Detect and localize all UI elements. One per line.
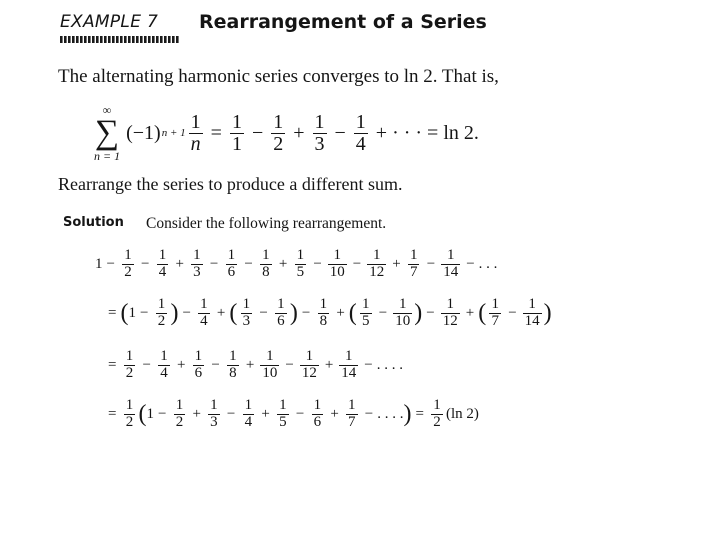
right-paren: ) <box>289 300 298 327</box>
fraction-numerator: 1 <box>319 296 328 312</box>
minus-sign: − <box>295 405 305 422</box>
minus-sign: − <box>508 304 517 321</box>
term <box>122 349 136 382</box>
fraction-numerator: 1 <box>362 296 370 312</box>
sign-base: (−1) <box>126 121 161 144</box>
minus-sign: − <box>157 405 167 422</box>
term <box>241 398 255 431</box>
fraction-numerator: 1 <box>124 247 132 263</box>
fraction-denominator: 4 <box>200 312 208 329</box>
equals-sign: = <box>415 405 424 422</box>
fraction-numerator: 1 <box>345 348 353 364</box>
fraction-numerator: 1 <box>399 296 407 312</box>
minus-sign: − <box>259 304 268 321</box>
fraction-numerator: 1 <box>333 247 342 263</box>
plus-sign: + <box>330 405 339 422</box>
equals-sign: = <box>108 304 117 321</box>
fraction-denominator: 6 <box>194 364 203 381</box>
rearranged-series-row-3 <box>108 349 403 382</box>
minus-sign: − <box>209 255 219 272</box>
minus-sign: − <box>313 255 322 272</box>
fraction-denominator: 10 <box>395 312 411 329</box>
fraction-denominator: 14 <box>524 312 540 329</box>
plus-sign: + <box>176 356 186 373</box>
ellipsis: . . . <box>478 255 498 272</box>
fraction-denominator: 2 <box>125 364 134 381</box>
fraction-numerator: 1 <box>210 397 218 413</box>
fraction-numerator: 1 <box>262 247 270 263</box>
sign-exponent: n + 1 <box>161 127 186 139</box>
sigma-symbol: ∑ <box>94 114 120 151</box>
right-paren: ) <box>414 300 423 327</box>
minus-sign: − <box>426 255 436 272</box>
term <box>154 297 168 330</box>
term <box>155 248 169 281</box>
sum-lower-limit: n = 1 <box>94 149 121 163</box>
fraction-denominator: 14 <box>443 263 459 280</box>
fraction-denominator: 12 <box>369 263 385 280</box>
left-paren: ( <box>478 300 487 327</box>
term <box>157 349 171 382</box>
fraction-denominator: 3 <box>242 312 251 329</box>
plus-sign: + <box>192 405 201 422</box>
fraction-numerator: 1 <box>160 348 168 364</box>
fraction-numerator: 1 <box>296 247 305 263</box>
fraction-denominator: 4 <box>160 364 168 381</box>
term <box>359 297 373 330</box>
minus-sign: − <box>244 255 253 272</box>
minus-sign: − <box>142 356 151 373</box>
fraction-numerator: 1 <box>313 397 322 413</box>
fraction-numerator: 1 <box>446 247 455 263</box>
term <box>260 349 279 382</box>
term <box>190 248 204 281</box>
right-paren: ) <box>170 300 179 327</box>
example-label: EXAMPLE 7 <box>60 12 159 32</box>
term <box>191 349 205 382</box>
fraction-denominator: 6 <box>277 312 285 329</box>
rearranged-series-row-1 <box>95 248 497 281</box>
left-paren: ( <box>138 401 147 428</box>
fraction-denominator: 2 <box>125 413 134 430</box>
fraction-denominator: 2 <box>175 413 184 430</box>
fraction-denominator: 8 <box>229 364 237 381</box>
fraction-numerator: 1 <box>491 296 499 312</box>
minus-sign: − <box>334 121 346 144</box>
minus-sign: − <box>364 356 373 373</box>
fraction-denominator: 3 <box>210 413 218 430</box>
term <box>523 297 542 330</box>
plus-sign: + <box>375 121 388 144</box>
term <box>270 112 286 155</box>
fraction-denominator: 8 <box>319 312 328 329</box>
summation <box>94 104 120 162</box>
fraction-numerator: 1 <box>277 296 285 312</box>
equals-sign: = <box>108 405 117 422</box>
fraction-numerator: 1 <box>200 296 208 312</box>
minus-sign: − <box>285 356 294 373</box>
left-paren: ( <box>348 300 357 327</box>
term <box>353 112 369 155</box>
fraction-denominator: 5 <box>362 312 370 329</box>
plus-sign: + <box>336 304 345 321</box>
term <box>224 248 238 281</box>
plus-sign: + <box>261 405 270 422</box>
fraction-numerator: 1 <box>125 348 134 364</box>
fraction-denominator: 10 <box>262 364 278 381</box>
series-sum: ln 2. <box>443 121 479 144</box>
minus-sign: − <box>426 304 435 321</box>
minus-sign: − <box>364 405 374 422</box>
term-one: 1 <box>146 405 154 422</box>
term <box>121 248 135 281</box>
fraction-denominator: 4 <box>244 413 253 430</box>
solution-text: Consider the following rearrangement. <box>146 215 387 232</box>
plus-sign: + <box>465 304 475 321</box>
fraction-denominator: 7 <box>491 312 499 329</box>
fraction-numerator: 1 <box>229 348 237 364</box>
fraction-denominator: 3 <box>314 132 325 155</box>
fraction-denominator: 10 <box>329 263 345 280</box>
term <box>226 349 240 382</box>
minus-sign: − <box>211 356 220 373</box>
right-paren: ) <box>543 300 552 327</box>
fraction-numerator: 1 <box>175 397 184 413</box>
term-one: 1 <box>128 304 136 321</box>
term <box>312 112 328 155</box>
fraction-denominator: 7 <box>409 263 418 280</box>
term <box>310 398 324 431</box>
fraction-numerator: 1 <box>355 110 366 133</box>
half-factor <box>430 398 444 431</box>
fraction-denominator: 8 <box>262 263 270 280</box>
left-paren: ( <box>120 300 129 327</box>
plus-sign: + <box>293 121 305 144</box>
series-formula <box>94 104 479 162</box>
term <box>239 297 253 330</box>
minus-sign: − <box>226 405 236 422</box>
fraction-numerator: 1 <box>409 247 418 263</box>
ellipsis: · · · <box>392 121 423 144</box>
plus-sign: + <box>278 255 288 272</box>
minus-sign: − <box>352 255 362 272</box>
fraction-numerator: 1 <box>194 348 203 364</box>
plus-sign: + <box>324 356 334 373</box>
equals-sign: = <box>108 356 117 373</box>
fraction-denominator: 5 <box>296 263 305 280</box>
fraction-denominator: 2 <box>273 132 284 155</box>
fraction-numerator: 1 <box>158 247 167 263</box>
fraction-denominator: 2 <box>124 263 132 280</box>
fraction-denominator: 3 <box>193 263 201 280</box>
minus-sign: − <box>301 304 311 321</box>
intro-text: The alternating harmonic series converges to ln 2. That is, <box>58 66 499 87</box>
term <box>393 297 412 330</box>
minus-sign: − <box>466 255 475 272</box>
term <box>274 297 288 330</box>
fraction-numerator: 1 <box>227 247 236 263</box>
minus-sign: − <box>251 121 264 144</box>
fraction-denominator: 4 <box>158 263 167 280</box>
term <box>407 248 421 281</box>
left-paren: ( <box>229 300 238 327</box>
fraction-numerator: 1 <box>433 397 441 413</box>
fraction-denominator: 2 <box>433 413 441 430</box>
fraction-denominator: 1 <box>231 132 242 155</box>
fraction-numerator: 1 <box>273 110 284 133</box>
term <box>207 398 221 431</box>
term <box>172 398 186 431</box>
term <box>276 398 290 431</box>
fraction-numerator: 1 <box>314 110 325 133</box>
fraction-denominator: 2 <box>157 312 166 329</box>
fraction-denominator: 14 <box>341 364 357 381</box>
fraction-denominator: 5 <box>279 413 287 430</box>
plus-sign: + <box>245 356 255 373</box>
task-text: Rearrange the series to produce a different sum. <box>58 174 403 194</box>
fraction-numerator: 1 <box>528 296 536 312</box>
term <box>293 248 307 281</box>
term <box>316 297 330 330</box>
right-paren: ) <box>403 401 412 428</box>
fraction-numerator: 1 <box>446 296 454 312</box>
term <box>367 248 386 281</box>
rearranged-series-row-2 <box>108 297 552 330</box>
term <box>197 297 211 330</box>
term <box>488 297 502 330</box>
term <box>345 398 359 431</box>
fraction-numerator: 1 <box>125 397 134 413</box>
rearranged-series-row-4 <box>108 398 479 431</box>
example-underline <box>60 36 180 43</box>
solution-label: Solution <box>63 215 124 230</box>
term <box>339 349 358 382</box>
term <box>229 112 245 155</box>
ellipsis: . . . . <box>376 356 403 373</box>
general-term <box>188 112 204 155</box>
half-factor <box>122 398 136 431</box>
equals-sign: = <box>210 121 222 144</box>
fraction-numerator: 1 <box>242 296 251 312</box>
fraction-numerator: 1 <box>193 247 201 263</box>
fraction-denominator: 4 <box>355 132 366 155</box>
fraction-numerator: 1 <box>266 348 274 364</box>
fraction-denominator: 6 <box>313 413 322 430</box>
term <box>328 248 347 281</box>
fraction-numerator: 1 <box>231 110 242 133</box>
term <box>300 349 319 382</box>
fraction-numerator: 1 <box>190 110 201 133</box>
fraction-numerator: 1 <box>305 348 314 364</box>
minus-sign: − <box>378 304 388 321</box>
example-title: Rearrangement of a Series <box>199 11 487 33</box>
minus-sign: − <box>182 304 191 321</box>
minus-sign: − <box>140 255 150 272</box>
plus-sign: + <box>175 255 184 272</box>
fraction-denominator: 12 <box>301 364 317 381</box>
example-header <box>60 12 580 52</box>
fraction-denominator: 6 <box>227 263 236 280</box>
fraction-numerator: 1 <box>348 397 356 413</box>
plus-sign: + <box>392 255 401 272</box>
minus-sign: − <box>106 255 115 272</box>
sum-upper-limit: ∞ <box>102 103 112 117</box>
term <box>259 248 273 281</box>
minus-sign: − <box>139 304 149 321</box>
fraction-numerator: 1 <box>157 296 166 312</box>
equals-sign: = <box>427 121 439 144</box>
fraction-numerator: 1 <box>244 397 253 413</box>
ln2-result: (ln 2) <box>445 405 479 422</box>
fraction-denominator: n <box>190 132 201 155</box>
plus-sign: + <box>216 304 226 321</box>
term <box>441 297 460 330</box>
fraction-denominator: 12 <box>442 312 458 329</box>
term-one: 1 <box>95 255 103 272</box>
ellipsis: . . . . <box>377 405 404 422</box>
term <box>441 248 460 281</box>
fraction-numerator: 1 <box>373 247 381 263</box>
fraction-numerator: 1 <box>279 397 287 413</box>
fraction-denominator: 7 <box>348 413 356 430</box>
